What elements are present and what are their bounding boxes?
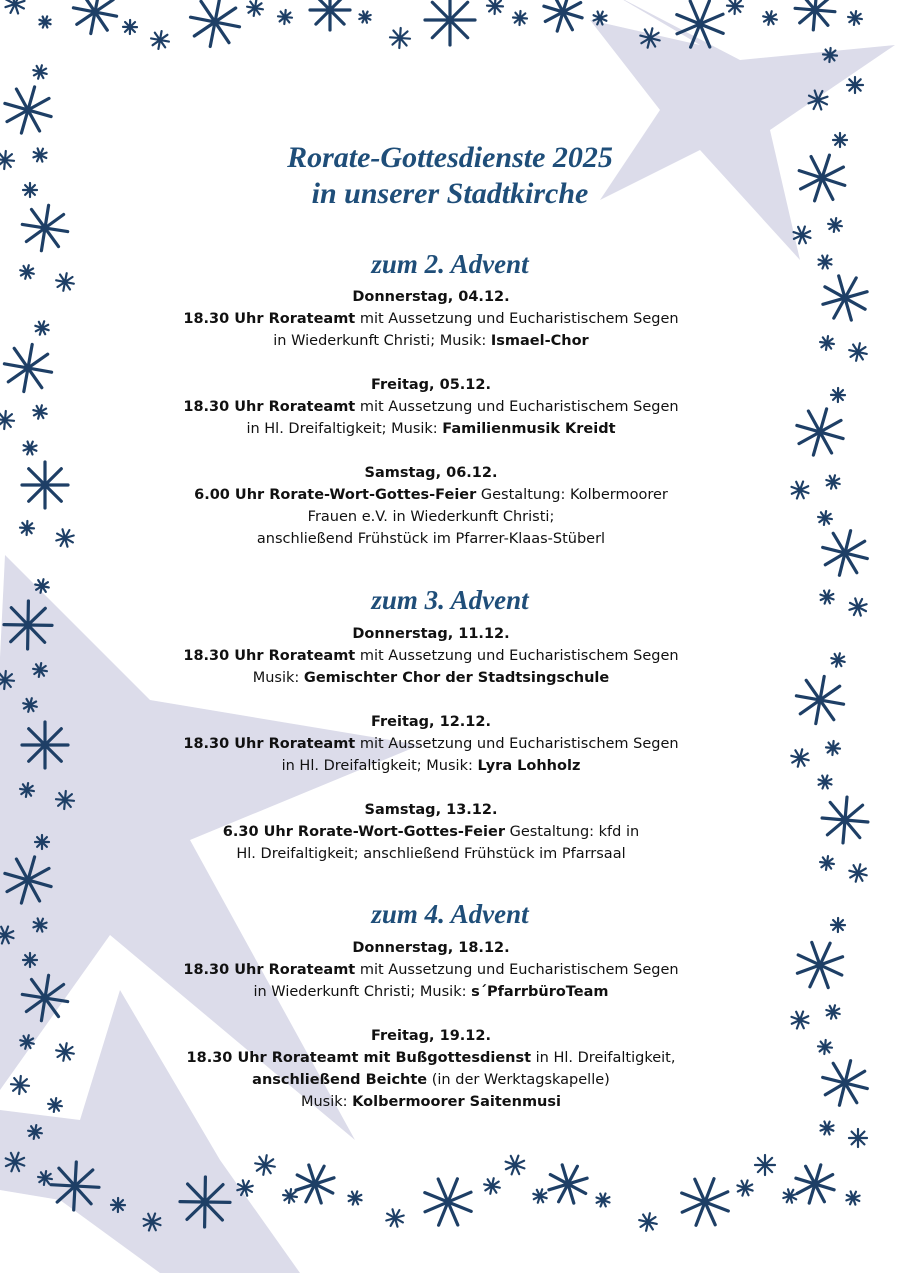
event-location: in Wiederkunft Christi; Musik: — [273, 333, 491, 349]
event-location: Hl. Dreifaltigkeit; anschließend Frühstück im Pfarrsaal — [236, 846, 626, 862]
event-music: Familienmusik Kreidt — [442, 421, 616, 437]
event-description: mit Aussetzung und Eucharistischem Segen — [355, 962, 679, 978]
event-3-2 — [100, 711, 762, 777]
event-time-title: 18.30 Uhr Rorateamt — [183, 962, 356, 978]
event-location: in Hl. Dreifaltigkeit; Musik: — [246, 421, 443, 437]
event-day: Donnerstag, 11.12. — [352, 626, 510, 642]
event-music-label: Musik: — [300, 1094, 353, 1110]
event-3-1 — [100, 623, 762, 689]
event-description: Gestaltung: kfd in — [504, 824, 640, 840]
event-extra: anschließend Frühstück im Pfarrer-Klaas-Stüberl — [256, 531, 606, 547]
event-description: in Hl. Dreifaltigkeit, — [531, 1050, 676, 1066]
event-time-title: 6.00 Uhr Rorate-Wort-Gottes-Feier — [194, 487, 477, 503]
event-music: Lyra Lohholz — [477, 758, 581, 774]
event-time-title: 6.30 Uhr Rorate-Wort-Gottes-Feier — [222, 824, 505, 840]
event-time-title: 18.30 Uhr Rorateamt — [183, 311, 356, 327]
event-description: mit Aussetzung und Eucharistischem Segen — [355, 648, 679, 664]
event-location: in Wiederkunft Christi; Musik: — [253, 984, 472, 1000]
page-title-line-2: in unserer Stadtkirche — [311, 177, 589, 210]
section-heading-advent-2: zum 2. Advent — [371, 249, 529, 279]
event-day: Samstag, 06.12. — [364, 465, 498, 481]
event-4-1 — [100, 937, 762, 1003]
event-day: Donnerstag, 04.12. — [352, 289, 510, 305]
event-description: mit Aussetzung und Eucharistischem Segen — [355, 399, 679, 415]
event-day: Freitag, 19.12. — [371, 1028, 491, 1044]
event-description: mit Aussetzung und Eucharistischem Segen — [355, 736, 679, 752]
event-day: Freitag, 05.12. — [371, 377, 491, 393]
event-music: Ismael-Chor — [490, 333, 589, 349]
event-2-1 — [100, 286, 762, 352]
event-time-title: 18.30 Uhr Rorateamt — [183, 399, 356, 415]
event-description: Gestaltung: Kolbermoorer — [476, 487, 668, 503]
event-location: (in der Werktagskapelle) — [427, 1072, 610, 1088]
event-location: Musik: — [252, 670, 304, 686]
event-2-3 — [100, 462, 762, 550]
event-time-title: 18.30 Uhr Rorateamt — [183, 648, 356, 664]
section-heading-advent-3: zum 3. Advent — [371, 585, 529, 615]
event-music: Kolbermoorer Saitenmusi — [352, 1094, 561, 1110]
event-2-2 — [100, 374, 762, 440]
event-time-title: 18.30 Uhr Rorateamt — [183, 736, 356, 752]
event-music: Gemischter Chor der Stadtsingschule — [303, 670, 610, 686]
event-location: in Hl. Dreifaltigkeit; Musik: — [281, 758, 478, 774]
event-description: mit Aussetzung und Eucharistischem Segen — [355, 311, 679, 327]
event-day: Donnerstag, 18.12. — [352, 940, 510, 956]
event-time-title: 18.30 Uhr Rorateamt mit Bußgottesdienst — [186, 1050, 532, 1066]
event-music: s´PfarrbüroTeam — [471, 984, 609, 1000]
section-heading-advent-4: zum 4. Advent — [371, 899, 529, 929]
event-confession: anschließend Beichte — [252, 1072, 428, 1088]
event-location: Frauen e.V. in Wiederkunft Christi; — [307, 509, 555, 525]
event-day: Freitag, 12.12. — [371, 714, 491, 730]
event-3-3 — [100, 799, 762, 865]
event-4-2 — [100, 1025, 762, 1113]
event-day: Samstag, 13.12. — [364, 802, 498, 818]
page-title-line-1: Rorate-Gottesdienste 2025 — [287, 141, 613, 174]
